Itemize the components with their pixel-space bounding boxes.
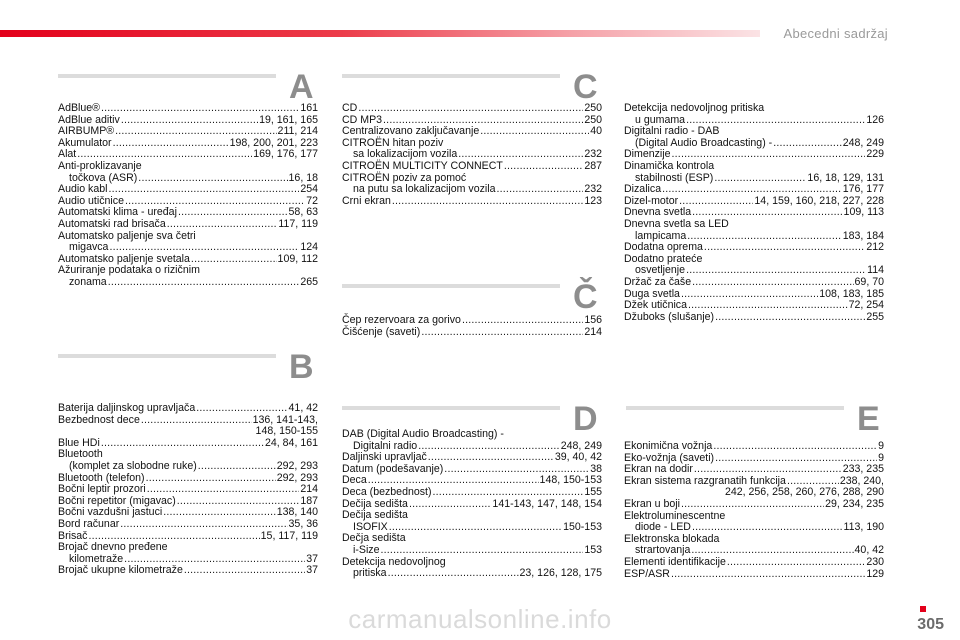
dot-leader (409, 499, 491, 511)
dot-leader (715, 312, 865, 324)
index-entry-pages: 183, 184 (842, 229, 884, 242)
index-entry-term: migavca (69, 241, 109, 254)
dot-leader (388, 568, 519, 580)
index-entry-term: stabilnosti (ESP) (635, 171, 714, 184)
index-entry-term: strartovanja (635, 544, 691, 557)
index-entry-pages: 72, 254 (848, 299, 884, 312)
dot-leader (108, 184, 299, 196)
index-entry (58, 103, 318, 115)
index-entry-pages-continued: 242, 256, 258, 260, 276, 288, 290 (724, 486, 884, 499)
index-entry-pages: 141-143, 147, 148, 154 (492, 497, 602, 510)
index-entry-pages: 156 (584, 314, 602, 326)
index-entry-term: Centralizovano zaključavanje (342, 125, 480, 138)
index-entry-pages: 69, 70 (854, 275, 884, 288)
index-entry-term: Bočni repetitor (migavac) (58, 494, 176, 507)
index-entry-heading: Automatsko paljenje sva četri (58, 229, 196, 242)
index-entry-pages: 109, 112 (277, 252, 318, 265)
index-entry (342, 103, 602, 115)
section-a-rule (58, 74, 276, 78)
index-entry-heading: Dinamička kontrola (624, 159, 715, 172)
index-entry (624, 126, 884, 149)
index-entry-term: Audio kabl (58, 183, 108, 196)
index-entry-heading: DAB (Digital Audio Broadcasting) - (342, 428, 504, 440)
dot-leader (681, 289, 818, 301)
index-entry-term: ESP/ASR (624, 567, 670, 580)
section-d-rule (342, 406, 560, 410)
index-entry-pages: 108, 183, 185 (819, 287, 884, 300)
index-entry-term: točkova (ASR) (69, 171, 138, 184)
index-entry-pages: 255 (866, 310, 884, 323)
index-entry-pages: 187 (300, 494, 318, 507)
watermark: carmanualsonline.info (348, 604, 612, 634)
index-entry-heading: CITROËN hitan poziv (342, 136, 444, 149)
page-number: 305 (917, 616, 944, 633)
index-list-a (58, 103, 318, 289)
dot-leader (428, 452, 554, 464)
index-entry-pages: 214 (584, 325, 602, 338)
dot-leader (138, 173, 287, 185)
index-entry-pages: 229 (866, 148, 884, 161)
index-entry-term: CITROËN MULTICITY CONNECT (342, 159, 503, 172)
dot-leader (681, 499, 824, 511)
index-entry-pages: 16, 18 (288, 171, 318, 184)
dot-leader (671, 569, 865, 581)
index-entry-term: Ekran na dodir (624, 463, 693, 476)
index-entry (58, 265, 318, 288)
index-entry-term: Baterija daljinskog upravljača (58, 402, 196, 414)
index-entry-heading: Dečja sedišta (342, 532, 406, 545)
index-entry-term: Bord računar (58, 517, 120, 530)
index-entry-pages: 58, 63 (288, 206, 318, 219)
index-entry-pages: 14, 159, 160, 218, 227, 228 (754, 194, 884, 207)
dot-leader (692, 522, 843, 534)
index-entry (624, 184, 884, 196)
index-entry-pages: 15, 117, 119 (260, 529, 318, 542)
index-entry-term: Džuboks (slušanje) (624, 310, 715, 323)
dot-leader (662, 184, 842, 196)
index-entry (624, 557, 884, 569)
dot-leader (191, 254, 277, 266)
index-entry-pages: 129 (866, 567, 884, 580)
index-entry-pages: 211, 214 (277, 125, 318, 138)
index-entry-pages: 176, 177 (842, 183, 884, 196)
index-entry-pages: 233, 235 (842, 463, 884, 476)
index-entry-term: na putu sa lokalizacijom vozila (353, 183, 496, 196)
index-entry-term: Akumulator (58, 136, 112, 149)
index-entry (624, 300, 884, 312)
index-entry-heading: Dečija sedišta (342, 509, 408, 522)
index-entry-term: u gumama (635, 113, 686, 126)
index-entry (342, 533, 602, 556)
index-entry-pages: 238, 240, (839, 474, 884, 487)
index-entry-term: Deca (bezbednost) (342, 485, 432, 498)
index-entry-pages: 41, 42 (288, 402, 318, 414)
dot-leader (146, 473, 276, 485)
index-entry-term: pritiska (353, 567, 387, 580)
index-entry-pages: 232 (584, 183, 602, 196)
index-entry-pages: 250 (584, 102, 602, 114)
index-entry-heading: Digitalni radio - DAB (624, 125, 720, 138)
dot-leader (147, 484, 300, 496)
index-entry-term: lampicama (635, 229, 687, 242)
index-entry-term: Bezbednost dece (58, 413, 140, 426)
top-accent-bar (0, 30, 760, 37)
index-entry-term: AIRBUMP® (58, 125, 115, 138)
index-entry (58, 219, 318, 231)
dot-leader (713, 441, 877, 453)
index-entry (58, 542, 318, 565)
index-entry (624, 161, 884, 184)
dot-leader (421, 327, 583, 339)
index-entry-term: Automatski klima - uređaj (58, 206, 177, 219)
index-entry-pages: 265 (300, 275, 318, 288)
dot-leader (433, 487, 584, 499)
index-entry-heading: CITROËN poziv za pomoć (342, 171, 467, 184)
index-entry (624, 441, 884, 453)
index-entry-term: Dimenzije (624, 148, 671, 161)
index-entry-term: Ekran u boji (624, 497, 680, 510)
index-entry-term: Čišćenje (saveti) (342, 325, 421, 338)
index-entry-pages: 37 (306, 564, 318, 577)
dot-leader (108, 277, 300, 289)
index-entry-pages: 9 (878, 440, 884, 452)
dot-leader (141, 415, 252, 427)
index-entry-term: Čep rezervoara za gorivo (342, 314, 461, 326)
index-entry-term: (Digital Audio Broadcasting) - (635, 136, 773, 149)
index-entry-heading: Brojač dnevno pređene (58, 541, 168, 554)
section-d-letter: D (573, 400, 598, 438)
index-entry-pages: 72 (306, 194, 318, 207)
dot-leader (184, 565, 305, 577)
index-entry-term: diode - LED (635, 521, 691, 534)
index-entry-heading: Dnevna svetla sa LED (624, 217, 729, 230)
index-entry (624, 103, 884, 126)
index-entry-pages: 169, 176, 177 (253, 148, 318, 161)
dot-leader (163, 507, 276, 519)
index-entry (624, 219, 884, 242)
index-entry-heading: Anti-proklizavanje (58, 159, 142, 172)
index-entry-term: zonama (69, 275, 107, 288)
index-entry-pages: 214 (300, 483, 318, 496)
index-entry (342, 173, 602, 196)
index-entry-term: Datum (podešavanje) (342, 462, 444, 475)
index-entry-term: Bluetooth (telefon) (58, 471, 145, 484)
index-entry-term: Ekran sistema razgranatih funkcija (624, 474, 786, 487)
index-entry-pages: 248, 249 (842, 136, 884, 149)
index-list-d-continued (624, 103, 884, 323)
page-marker (920, 606, 926, 612)
index-entry-pages: 150-153 (563, 520, 602, 533)
index-entry (624, 511, 884, 534)
index-entry-term: Elementi identifikacije (624, 555, 726, 568)
index-entry-pages-continued: 148, 150-155 (255, 425, 318, 438)
index-entry (342, 327, 602, 339)
section-c-rule (342, 74, 560, 78)
index-entry-pages: 153 (584, 543, 602, 556)
index-entry-term: Ekonimična vožnja (624, 440, 713, 452)
index-entry-pages: 113, 190 (843, 521, 884, 534)
index-entry (58, 565, 318, 577)
section-b-rule (58, 354, 276, 358)
section-a-letter: A (289, 68, 314, 106)
dot-leader (101, 438, 264, 450)
index-entry-term: Automatski rad brisača (58, 217, 166, 230)
index-entry-pages: 212 (866, 241, 884, 254)
dot-leader (178, 207, 288, 219)
index-entry (624, 277, 884, 289)
index-entry-pages: 250 (584, 113, 602, 126)
index-entry (58, 231, 318, 254)
index-entry-term: Duga svetla (624, 287, 680, 300)
index-entry-pages: 248, 249 (560, 439, 602, 452)
index-entry (342, 487, 602, 499)
index-entry (342, 138, 602, 161)
index-entry-term: Dečija sedišta (342, 497, 408, 510)
index-entry-pages: 39, 40, 42 (554, 451, 602, 464)
index-entry (624, 569, 884, 581)
index-entry-heading: Detekcija nedovoljnog pritiska (624, 102, 765, 114)
section-c-caron-letter: Č (573, 278, 598, 316)
index-entry-heading: Dodatno prateće (624, 252, 703, 265)
dot-leader (692, 277, 853, 289)
dot-leader (120, 519, 287, 531)
index-entry (342, 315, 602, 327)
index-entry-pages: 287 (584, 159, 602, 172)
index-entry-pages: 161 (300, 102, 318, 114)
index-entry-heading: Elektroluminescentne (624, 509, 726, 522)
index-entry-term: AdBlue® (58, 102, 100, 114)
index-entry-pages: 124 (300, 241, 318, 254)
index-entry-pages: 35, 36 (288, 517, 318, 530)
index-entry-term: Eko-vožnja (saveti) (624, 451, 715, 464)
index-entry-pages: 232 (584, 148, 602, 161)
index-entry-term: Deca (342, 474, 367, 487)
index-entry-pages: 114 (867, 264, 884, 277)
index-entry-pages: 198, 200, 201, 223 (229, 136, 318, 149)
dot-leader (167, 219, 278, 231)
dot-leader (686, 265, 866, 277)
section-b-letter: B (289, 348, 314, 386)
dot-leader (687, 231, 842, 243)
index-entry-pages: 29, 234, 235 (825, 497, 884, 510)
index-entry-pages: 254 (300, 183, 318, 196)
section-c-caron-rule (342, 284, 560, 288)
index-entry (342, 161, 602, 173)
dot-leader (504, 161, 583, 173)
index-entry-term: sa lokalizacijom vozila (353, 148, 458, 161)
dot-leader (704, 242, 865, 254)
dot-leader (381, 545, 584, 557)
index-entry (58, 161, 318, 184)
index-entry-pages: 292, 293 (276, 459, 318, 472)
index-entry (624, 499, 884, 511)
dot-leader (688, 300, 848, 312)
index-entry-term: Alat (58, 148, 77, 161)
index-entry-term: (komplet za slobodne ruke) (69, 459, 197, 472)
index-entry-pages: 155 (584, 485, 602, 498)
dot-leader (101, 103, 299, 115)
dot-leader (392, 196, 583, 208)
index-list-b (58, 403, 318, 577)
dot-leader (121, 115, 258, 127)
index-entry-pages: 38 (590, 462, 602, 475)
index-entry (58, 184, 318, 196)
index-entry-term: CD (342, 102, 358, 114)
dot-leader (418, 441, 560, 453)
index-entry-pages: 23, 126, 128, 175 (519, 567, 602, 580)
dot-leader (727, 557, 865, 569)
index-entry (342, 196, 602, 208)
index-entry-pages: 16, 18, 129, 131 (807, 171, 884, 184)
index-entry-term: i-Size (353, 543, 380, 556)
index-entry-heading: Bluetooth (58, 448, 103, 461)
index-entry (58, 519, 318, 531)
dot-leader (497, 184, 584, 196)
index-entry-heading: Elektronska blokada (624, 532, 720, 545)
index-entry-pages: 117, 119 (278, 217, 318, 230)
dot-leader (389, 522, 562, 534)
dot-leader (714, 173, 806, 185)
index-entry (624, 534, 884, 557)
index-entry-term: Audio utičnice (58, 194, 124, 207)
index-entry-term: Automatsko paljenje svetala (58, 252, 190, 265)
dot-leader (773, 138, 842, 150)
index-entry-term: Džek utičnica (624, 299, 687, 312)
index-entry (342, 429, 602, 452)
index-entry-term: Bočni leptir prozori (58, 483, 146, 496)
section-e-rule (626, 406, 844, 410)
index-entry-pages: 126 (866, 113, 884, 126)
index-entry-term: Daljinski upravljač (342, 451, 427, 464)
index-list-d (342, 429, 602, 580)
section-e-letter: E (857, 400, 880, 438)
index-entry-pages: 37 (306, 552, 318, 565)
index-entry (624, 312, 884, 324)
index-entry-pages: 19, 161, 165 (259, 113, 318, 126)
index-entry-pages: 40, 42 (854, 544, 884, 557)
index-entry-term: Digitalni radio (353, 439, 418, 452)
index-entry-term: Blue HDi (58, 436, 100, 449)
index-entry-term: CD MP3 (342, 113, 383, 126)
index-entry-pages: 40 (590, 125, 602, 138)
dot-leader (358, 103, 583, 115)
dot-leader (109, 242, 299, 254)
index-entry (58, 484, 318, 496)
index-entry-pages: 123 (584, 194, 602, 207)
index-entry-heading: Ažuriranje podataka o rizičnim (58, 264, 200, 277)
index-entry-pages: 230 (866, 555, 884, 568)
page-header-title: Abecedni sadržaj (783, 26, 888, 41)
index-entry-term: Dizalica (624, 183, 662, 196)
index-entry-pages: 148, 150-153 (539, 474, 602, 487)
index-entry (624, 254, 884, 277)
index-entry (342, 510, 602, 533)
dot-leader (480, 126, 589, 138)
index-entry (58, 403, 318, 415)
index-entry-term: Brojač ukupne kilometraže (58, 564, 183, 577)
dot-leader (198, 461, 276, 473)
index-entry-term: Dnevna svetla (624, 206, 692, 219)
index-entry-term: Crni ekran (342, 194, 391, 207)
index-entry-term: Bočni vazdušni jastuci (58, 506, 163, 519)
index-entry-heading: Detekcija nedovoljnog (342, 555, 446, 568)
index-entry-term: Dodatna oprema (624, 241, 703, 254)
index-entry-term: osvetljenje (635, 264, 686, 277)
dot-leader (113, 138, 229, 150)
index-list-c-caron (342, 315, 602, 338)
index-entry (58, 449, 318, 472)
index-entry-pages: 292, 293 (276, 471, 318, 484)
index-entry-term: ISOFIX (353, 520, 388, 533)
index-entry-pages: 24, 84, 161 (264, 436, 318, 449)
index-list-e (624, 441, 884, 580)
index-entry-pages: 138, 140 (276, 506, 318, 519)
section-c-letter: C (573, 68, 598, 106)
index-entry (58, 415, 318, 438)
index-entry-term: Držač za čaše (624, 275, 692, 288)
index-entry (342, 557, 602, 580)
index-entry-term: kilometraže (69, 552, 124, 565)
dot-leader (196, 403, 287, 415)
index-list-c (342, 103, 602, 207)
dot-leader (462, 315, 583, 327)
index-entry-pages: 9 (878, 451, 884, 464)
index-entry (624, 476, 884, 499)
index-entry-pages: 136, 141-143, (252, 413, 318, 426)
index-entry (624, 242, 884, 254)
index-entry-term: Brisač (58, 529, 88, 542)
index-entry-term: AdBlue aditiv (58, 113, 120, 126)
index-entry-pages: 109, 113 (843, 206, 884, 219)
index-entry-term: Dizel-motor (624, 194, 679, 207)
